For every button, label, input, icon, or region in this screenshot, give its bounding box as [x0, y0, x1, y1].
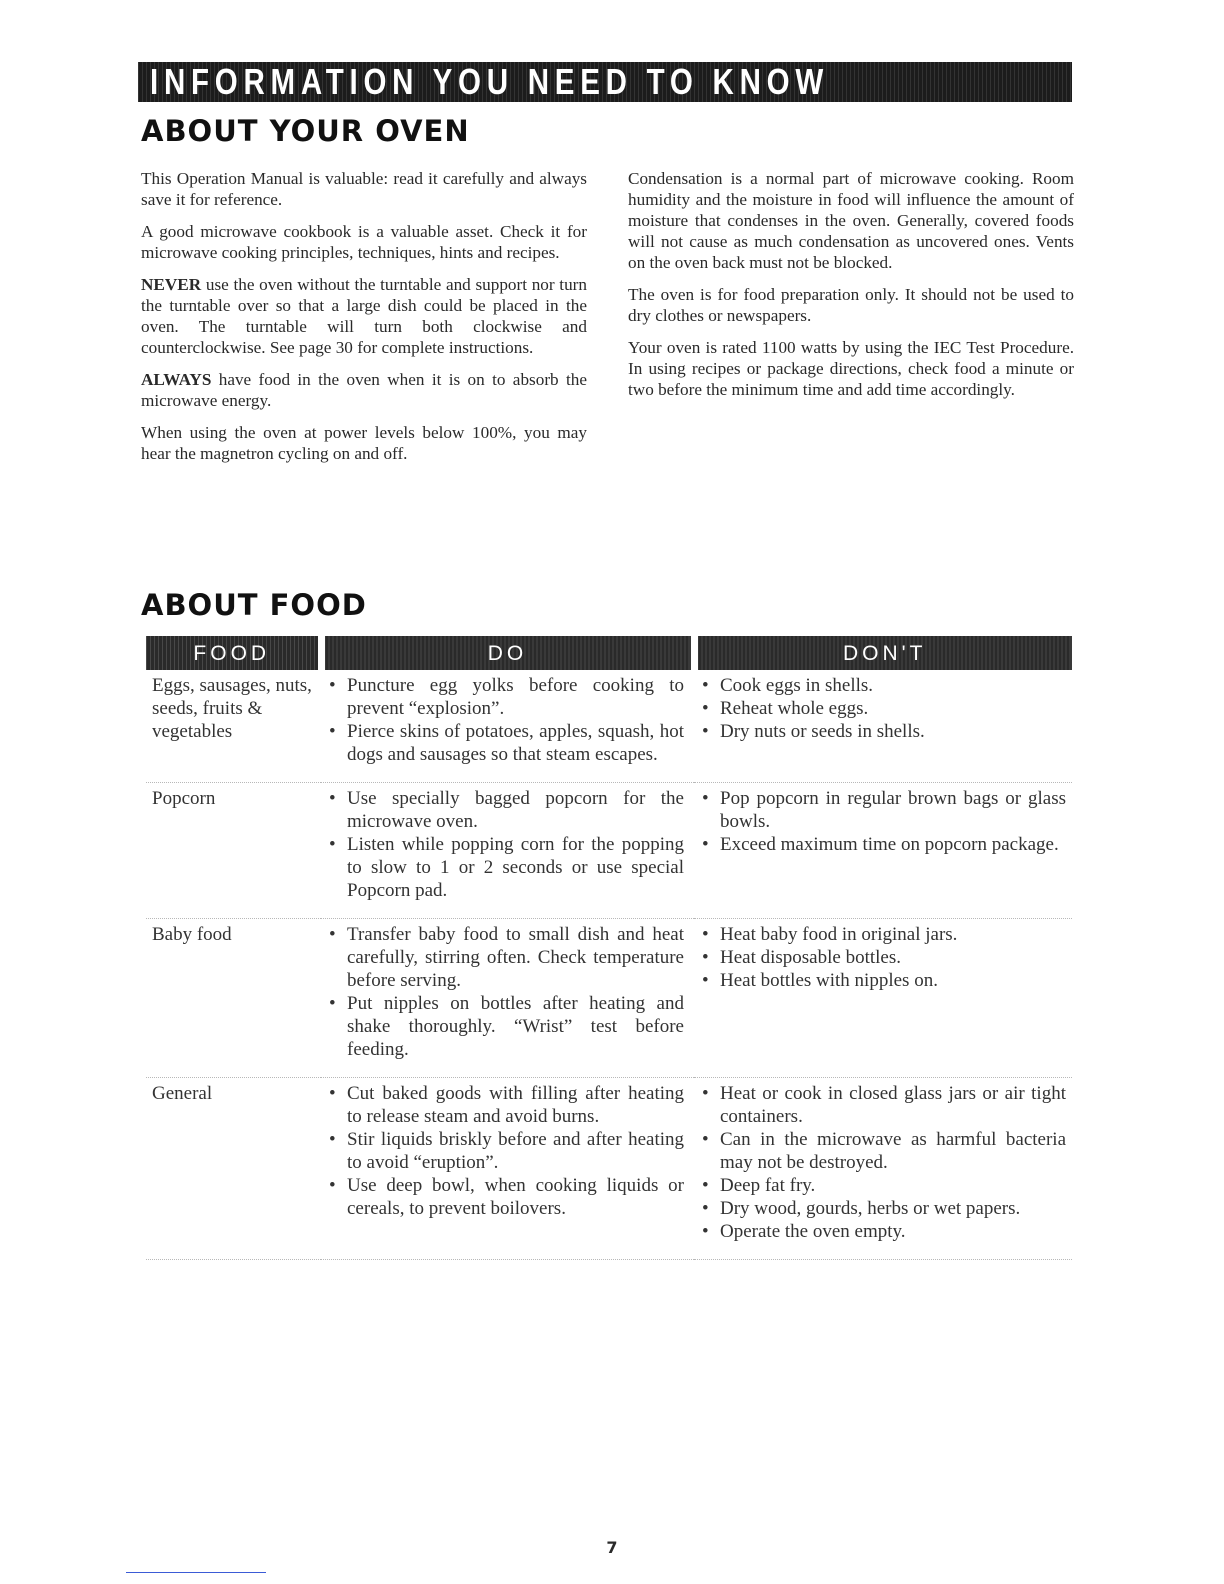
- list-item: • Heat or cook in closed glass jars or air tight containers.: [698, 1082, 1066, 1128]
- list-item: • Puncture egg yolks before cooking to prevent “explosion”.: [325, 674, 684, 720]
- table-row: [146, 783, 1072, 919]
- list-item: • Dry nuts or seeds in shells.: [698, 720, 1066, 743]
- oven-paragraph: ALWAYS have food in the oven when it is on to absorb the microwave energy.: [141, 370, 587, 410]
- oven-paragraph: A good microwave cookbook is a valuable asset. Check it for microwave cooking principles, techniques, hints and recipes.: [141, 222, 587, 262]
- list-item: • Cook eggs in shells.: [698, 674, 1066, 697]
- about-food-heading: ABOUT FOOD: [141, 588, 367, 622]
- list-item: • Pop popcorn in regular brown bags or glass bowls.: [698, 787, 1066, 833]
- never-emphasis: NEVER: [141, 275, 202, 294]
- oven-paragraph: Your oven is rated 1100 watts by using the IEC Test Procedure. In using recipes or package directions, check food a minute or two before the minimum time and add time accordingly.: [628, 338, 1074, 399]
- header-food: FOOD: [146, 636, 321, 670]
- dont-cell: [694, 1078, 1072, 1260]
- table-row: [146, 670, 1072, 783]
- dont-cell: [694, 919, 1072, 1078]
- do-cell: [321, 919, 694, 1078]
- list-item: • Pierce skins of potatoes, apples, squash, hot dogs and sausages so that steam escapes.: [325, 720, 684, 766]
- list-item: • Transfer baby food to small dish and heat carefully, stirring often. Check temperature before serving.: [325, 923, 684, 992]
- oven-paragraph: NEVER use the oven without the turntable and support nor turn the turntable over so that a large dish could be placed in the oven. The turntable will turn both clockwise and counterclockwise. See page 30 for complete instructions.: [141, 275, 587, 357]
- do-cell: [321, 670, 694, 783]
- food-guidelines-table: [146, 636, 1072, 1260]
- list-item: • Operate the oven empty.: [698, 1220, 1066, 1243]
- list-item: • Heat disposable bottles.: [698, 946, 1066, 969]
- banner-title: INFORMATION YOU NEED TO KNOW: [150, 61, 829, 102]
- oven-paragraph: This Operation Manual is valuable: read it carefully and always save it for reference.: [141, 169, 587, 209]
- about-oven-heading: ABOUT YOUR OVEN: [141, 114, 470, 148]
- list-item: • Heat bottles with nipples on.: [698, 969, 1066, 992]
- oven-paragraph: When using the oven at power levels below 100%, you may hear the magnetron cycling on and off.: [141, 423, 587, 463]
- food-cell: General: [146, 1078, 321, 1260]
- dont-cell: [694, 783, 1072, 919]
- header-dont: DON'T: [694, 636, 1072, 670]
- do-cell: [321, 783, 694, 919]
- section-banner: [138, 62, 1072, 102]
- footnote-divider: [126, 1572, 266, 1573]
- header-do: DO: [321, 636, 694, 670]
- food-cell: Baby food: [146, 919, 321, 1078]
- list-item: • Heat baby food in original jars.: [698, 923, 1066, 946]
- list-item: • Reheat whole eggs.: [698, 697, 1066, 720]
- list-item: • Put nipples on bottles after heating and shake thoroughly. “Wrist” test before feeding.: [325, 992, 684, 1061]
- page-number: 7: [606, 1538, 618, 1557]
- oven-paragraph: The oven is for food preparation only. It should not be used to dry clothes or newspapers.: [628, 285, 1074, 325]
- list-item: • Deep fat fry.: [698, 1174, 1066, 1197]
- list-item: • Listen while popping corn for the popping to slow to 1 or 2 seconds or use special Popcorn pad.: [325, 833, 684, 902]
- list-item: • Can in the microwave as harmful bacteria may not be destroyed.: [698, 1128, 1066, 1174]
- about-oven-left-column: [141, 168, 587, 475]
- food-cell: Eggs, sausages, nuts, seeds, fruits & vegetables: [146, 670, 321, 783]
- always-emphasis: ALWAYS: [141, 370, 212, 389]
- list-item: • Cut baked goods with filling after heating to release steam and avoid burns.: [325, 1082, 684, 1128]
- oven-paragraph: Condensation is a normal part of microwave cooking. Room humidity and the moisture in food will influence the amount of moisture that condenses in the oven. Generally, covered foods will not cause as much condensation as uncovered ones. Vents on the oven back must not be blocked.: [628, 169, 1074, 272]
- table-row: [146, 919, 1072, 1078]
- dont-cell: [694, 670, 1072, 783]
- table-header-row: [146, 636, 1072, 670]
- list-item: • Use specially bagged popcorn for the microwave oven.: [325, 787, 684, 833]
- list-item: • Stir liquids briskly before and after heating to avoid “eruption”.: [325, 1128, 684, 1174]
- table-row: [146, 1078, 1072, 1260]
- about-oven-right-column: [628, 168, 1074, 411]
- list-item: • Exceed maximum time on popcorn package.: [698, 833, 1066, 856]
- do-cell: [321, 1078, 694, 1260]
- food-cell: Popcorn: [146, 783, 321, 919]
- list-item: • Use deep bowl, when cooking liquids or cereals, to prevent boilovers.: [325, 1174, 684, 1220]
- list-item: • Dry wood, gourds, herbs or wet papers.: [698, 1197, 1066, 1220]
